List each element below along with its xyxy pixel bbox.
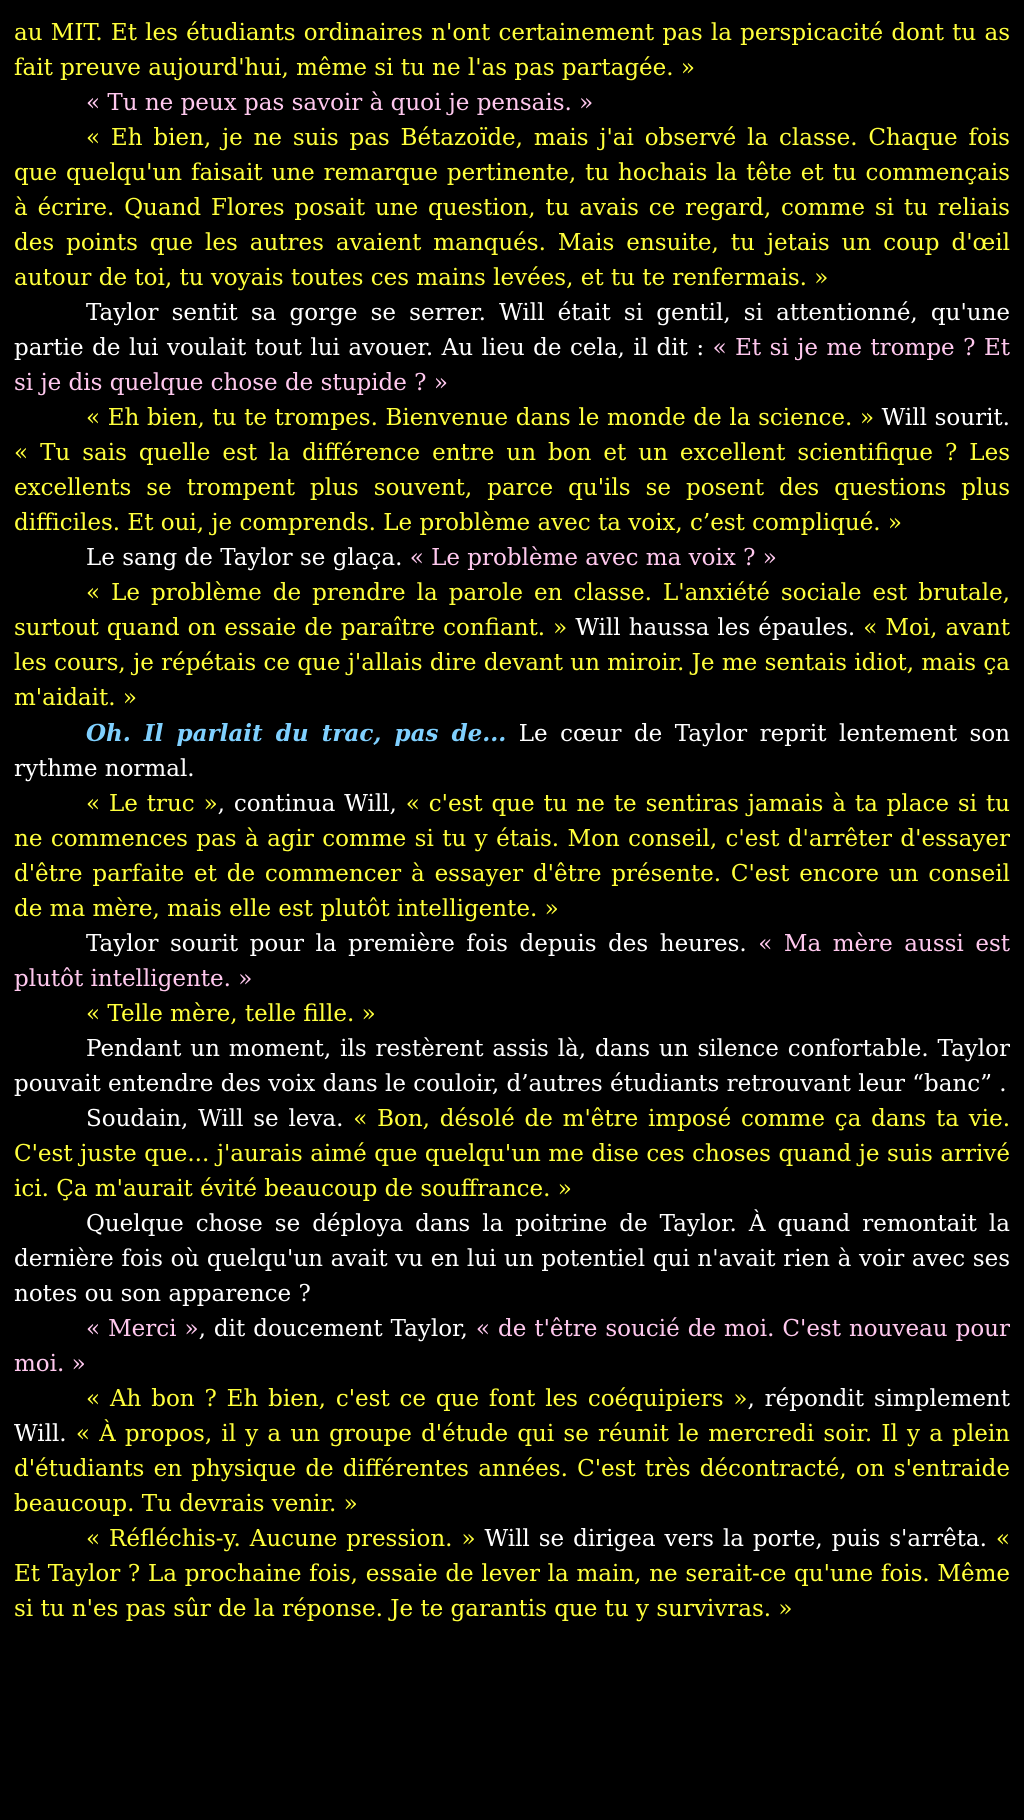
dialogue-text: « Telle mère, telle fille. » (86, 1001, 376, 1027)
dialogue-text: « Moi, avant les cours, je répétais ce que j'allais dire devant un miroir. Je me sentais idiot, mais ça m'aidait. » (14, 615, 1011, 711)
story-paragraph (14, 1312, 1010, 1382)
dialogue-text: « Le truc » (86, 791, 218, 817)
dialogue-text: « Ah bon ? Eh bien, c'est ce que font les coéquipiers » (86, 1386, 748, 1412)
dialogue-text: « Le problème avec ma voix ? » (409, 545, 777, 571)
dialogue-text: « Et Taylor ? La prochaine fois, essaie de lever la main, ne serait-ce qu'une fois. Même si tu n'es pas sûr de la réponse. Je te garantis que tu y survivras. » (14, 1526, 1010, 1622)
dialogue-text: « Le problème de prendre la parole en classe. L'anxiété sociale est brutale, surtout quand on essaie de paraître confiant. » (14, 580, 1010, 641)
dialogue-text: « Merci » (86, 1316, 199, 1342)
story-paragraph (14, 787, 1010, 927)
narration-text: Le cœur de Taylor reprit lentement son rythme normal. (14, 721, 1010, 782)
story-paragraph (14, 401, 1010, 541)
narration-text: Le sang de Taylor se glaça. (86, 545, 410, 571)
dialogue-text: « Ma mère aussi est plutôt intelligente. » (14, 931, 1010, 992)
dialogue-text: « de t'être soucié de moi. C'est nouveau pour moi. » (14, 1316, 1010, 1377)
story-paragraph (14, 541, 1010, 576)
dialogue-text: « À propos, il y a un groupe d'étude qui se réunit le mercredi soir. Il y a plein d'étudiants en physique de différentes années. C'est très décontracté, on s'entraide beaucoup. Tu devrais venir. » (14, 1421, 1010, 1517)
narration-text: , continua Will, (217, 791, 406, 817)
narration-text: Taylor sentit sa gorge se serrer. Will était si gentil, si attentionné, qu'une partie de lui voulait tout lui avouer. Au lieu de cela, il dit : (14, 300, 1010, 361)
dialogue-text: au MIT. Et les étudiants ordinaires n'ont certainement pas la perspicacité dont tu as fait preuve aujourd'hui, même si tu ne l'as pas partagée. » (14, 20, 1010, 81)
narration-text: Will haussa les épaules. (567, 615, 864, 641)
story-paragraph (14, 997, 1010, 1032)
story-paragraph (14, 716, 1010, 787)
dialogue-text: « Eh bien, je ne suis pas Bétazoïde, mais j'ai observé la classe. Chaque fois que quelqu'un faisait une remarque pertinente, tu hochais la tête et tu commençais à écrire. Quand Flores posait une question, tu avais ce regard, comme si tu reliais des points que les autres avaient manqués. Mais ensuite, tu jetais un coup d'œil autour de toi, tu voyais toutes ces mains levées, et tu te renfermais. » (14, 125, 1010, 291)
story-paragraph (14, 1032, 1010, 1102)
narration-text: , répondit simplement Will. (14, 1386, 1010, 1447)
thought-text: Oh. Il parlait du trac, pas de... (86, 720, 507, 747)
narration-text: Quelque chose se déploya dans la poitrine de Taylor. À quand remontait la dernière fois où quelqu'un avait vu en lui un potentiel qui n'avait rien à voir avec ses notes ou son apparence ? (14, 1211, 1010, 1307)
dialogue-text: « Bon, désolé de m'être imposé comme ça dans ta vie. C'est juste que... j'aurais aimé que quelqu'un me dise ces choses quand je suis arrivé ici. Ça m'aurait évité beaucoup de souffrance. » (14, 1106, 1011, 1202)
story-paragraph (14, 1102, 1010, 1207)
dialogue-text: « Eh bien, tu te trompes. Bienvenue dans le monde de la science. » (86, 405, 875, 431)
story-paragraph (14, 1522, 1010, 1627)
story-paragraph (14, 1207, 1010, 1312)
narration-text: , dit doucement Taylor, (198, 1316, 476, 1342)
dialogue-text: « c'est que tu ne te sentiras jamais à ta place si tu ne commences pas à agir comme si tu y étais. Mon conseil, c'est d'arrêter d'essayer d'être parfaite et de commencer à essayer d'être présente. C'est encore un conseil de ma mère, mais elle est plutôt intelligente. » (14, 791, 1010, 922)
narration-text: Soudain, Will se leva. (86, 1106, 354, 1132)
narration-text: Will se dirigea vers la porte, puis s'arrêta. (475, 1526, 996, 1552)
narration-text: Taylor sourit pour la première fois depuis des heures. (86, 931, 759, 957)
story-paragraph (14, 86, 1010, 121)
dialogue-text: « Tu sais quelle est la différence entre un bon et un excellent scientifique ? Les excellents se trompent plus souvent, parce qu'ils se posent des questions plus difficiles. Et oui, je comprends. Le problème avec ta voix, c’est compliqué. » (14, 440, 1010, 536)
story-paragraph (14, 16, 1010, 86)
dialogue-text: « Réfléchis-y. Aucune pression. » (86, 1526, 476, 1552)
story-paragraph (14, 576, 1010, 716)
story-paragraph (14, 121, 1010, 296)
story-paragraph (14, 296, 1010, 401)
story-paragraph (14, 927, 1010, 997)
narration-text: Pendant un moment, ils restèrent assis là, dans un silence confortable. Taylor pouvait entendre des voix dans le couloir, d’autres étudiants retrouvant leur “banc” . (14, 1036, 1010, 1097)
narration-text: Will sourit. (874, 405, 1010, 431)
dialogue-text: « Et si je me trompe ? Et si je dis quelque chose de stupide ? » (14, 335, 1010, 396)
dialogue-text: « Tu ne peux pas savoir à quoi je pensais. » (86, 90, 594, 116)
story-paragraph (14, 1382, 1010, 1522)
